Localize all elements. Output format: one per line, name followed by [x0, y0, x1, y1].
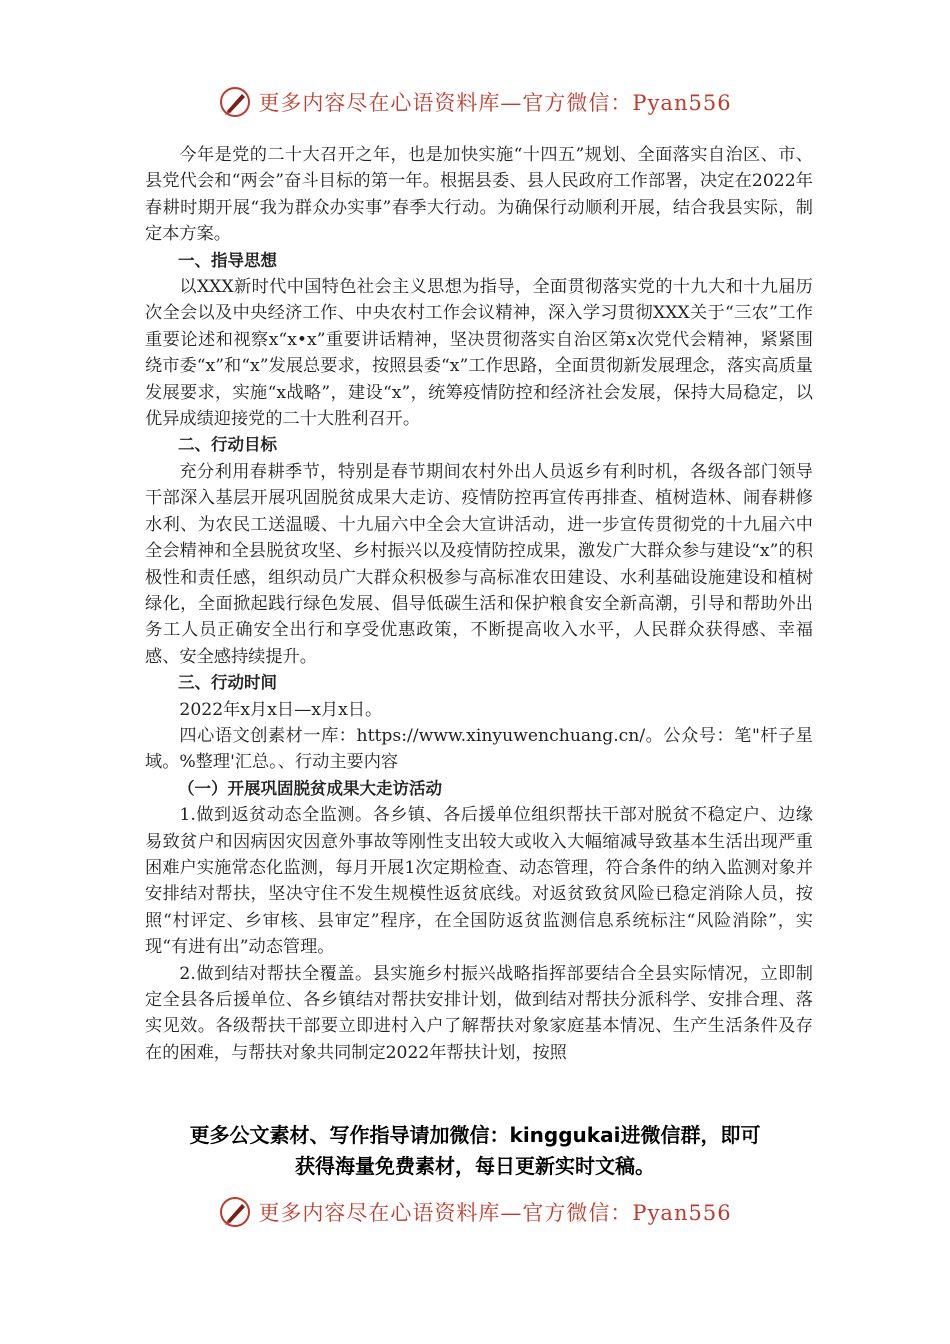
intro-paragraph: 今年是党的二十大召开之年，也是加快实施“十四五”规划、全面落实自治区、市、县党代会和“两会”奋斗目标的第一年。根据县委、县人民政府工作部署，决定在2022年春耕时期开展“我为群众办实事”春季大行动。为确保行动顺利开展，结合我县实际，制定本方案。 — [145, 145, 813, 245]
body-paragraph: 以XXX新时代中国特色社会主义思想为指导，全面贯彻落实党的十九大和十九届历次全会以及中央经济工作、中央农村工作会议精神，深入学习贯彻XXX关于“三农”工作重要论述和视察x“x•x”重要讲话精神，坚决贯彻落实自治区第x次党代会精神，紧紧围绕市委“x”和“x”发展总要求，按照县委“x”工作思路，全面贯彻新发展理念，落实高质量发展要求，实施“x战略”，建设“x”，统筹疫情防控和经济社会发展，保持大局稳定，以优异成绩迎接党的二十大胜利召开。 — [145, 277, 813, 430]
footer-banner-text: 更多内容尽在心语资料库—官方微信：Pyan556 — [258, 1201, 732, 1225]
body-paragraph: 1.做到返贫动态全监测。各乡镇、各后援单位组织帮扶干部对脱贫不稳定户、边缘易致贫户和因病因灾因意外事故等刚性支出较大或收入大幅缩减导致基本生活出现严重困难户实施常态化监测，每月开展1次定期检查、动态管理，符合条件的纳入监测对象并安排结对帮扶，坚决守住不发生规模性返贫底线。对返贫致贫风险已稳定消除人员，按照“村评定、乡审核、县审定”程序，在全国防返贫监测信息系统标注“风险消除”，实现“有进有出”动态管理。 — [145, 805, 813, 958]
subsection-heading: （一）开展巩固脱贫成果大走访活动 — [178, 778, 442, 798]
promo-line-1: 更多公文素材、写作指导请加微信：kinggukai进微信群，即可 — [189, 1123, 761, 1147]
body-paragraph: 2.做到结对帮扶全覆盖。县实施乡村振兴战略指挥部要结合全县实际情况，立即制定全县各后援单位、各乡镇结对帮扶安排计划，做到结对帮扶分派科学、安排合理、落实见效。各级帮扶干部要立即进村入户了解帮扶对象家庭基本情况、生产生活条件及存在的困难，与帮扶对象共同制定2022年帮扶计划，按照 — [145, 963, 813, 1063]
promo-line-2: 获得海量免费素材，每日更新实时文稿。 — [295, 1154, 655, 1178]
section-heading: 一、指导思想 — [178, 250, 277, 270]
header-banner-text: 更多内容尽在心语资料库—官方微信：Pyan556 — [258, 91, 732, 115]
section-heading: 二、行动目标 — [178, 435, 277, 455]
pen-logo-icon — [218, 85, 252, 119]
document-body — [145, 142, 813, 1066]
section-heading-watermarked: 四心语文创素材一库：https://www.xinyuwenchuang.cn/。公众号：笔"杆子星域。%整理'汇总。、行动主要内容 — [145, 725, 813, 773]
header-banner — [0, 82, 950, 122]
section-heading: 三、行动时间 — [178, 673, 277, 693]
pen-logo-icon — [218, 1195, 252, 1229]
body-paragraph: 2022年x月x日—x月x日。 — [179, 699, 383, 720]
body-paragraph: 充分利用春耕季节，特别是春节期间农村外出人员返乡有利时机，各级各部门领导干部深入基层开展巩固脱贫成果大走访、疫情防控再宣传再排查、植树造林、闹春耕修水利、为农民工送温暖、十九届六中全会大宣讲活动，进一步宣传贯彻党的十九届六中全会精神和全县脱贫攻坚、乡村振兴以及疫情防控成果，激发广大群众参与建设“x”的积极性和责任感，组织动员广大群众积极参与高标准农田建设、水利基础设施建设和植树绿化，全面掀起践行绿色发展、倡导低碳生活和保护粮食安全新高潮，引导和帮助外出务工人员正确安全出行和享受优惠政策，不断提高收入水平，人民群众获得感、幸福感、安全感持续提升。 — [145, 461, 813, 667]
promo-text — [0, 1120, 950, 1182]
footer-banner — [0, 1192, 950, 1232]
